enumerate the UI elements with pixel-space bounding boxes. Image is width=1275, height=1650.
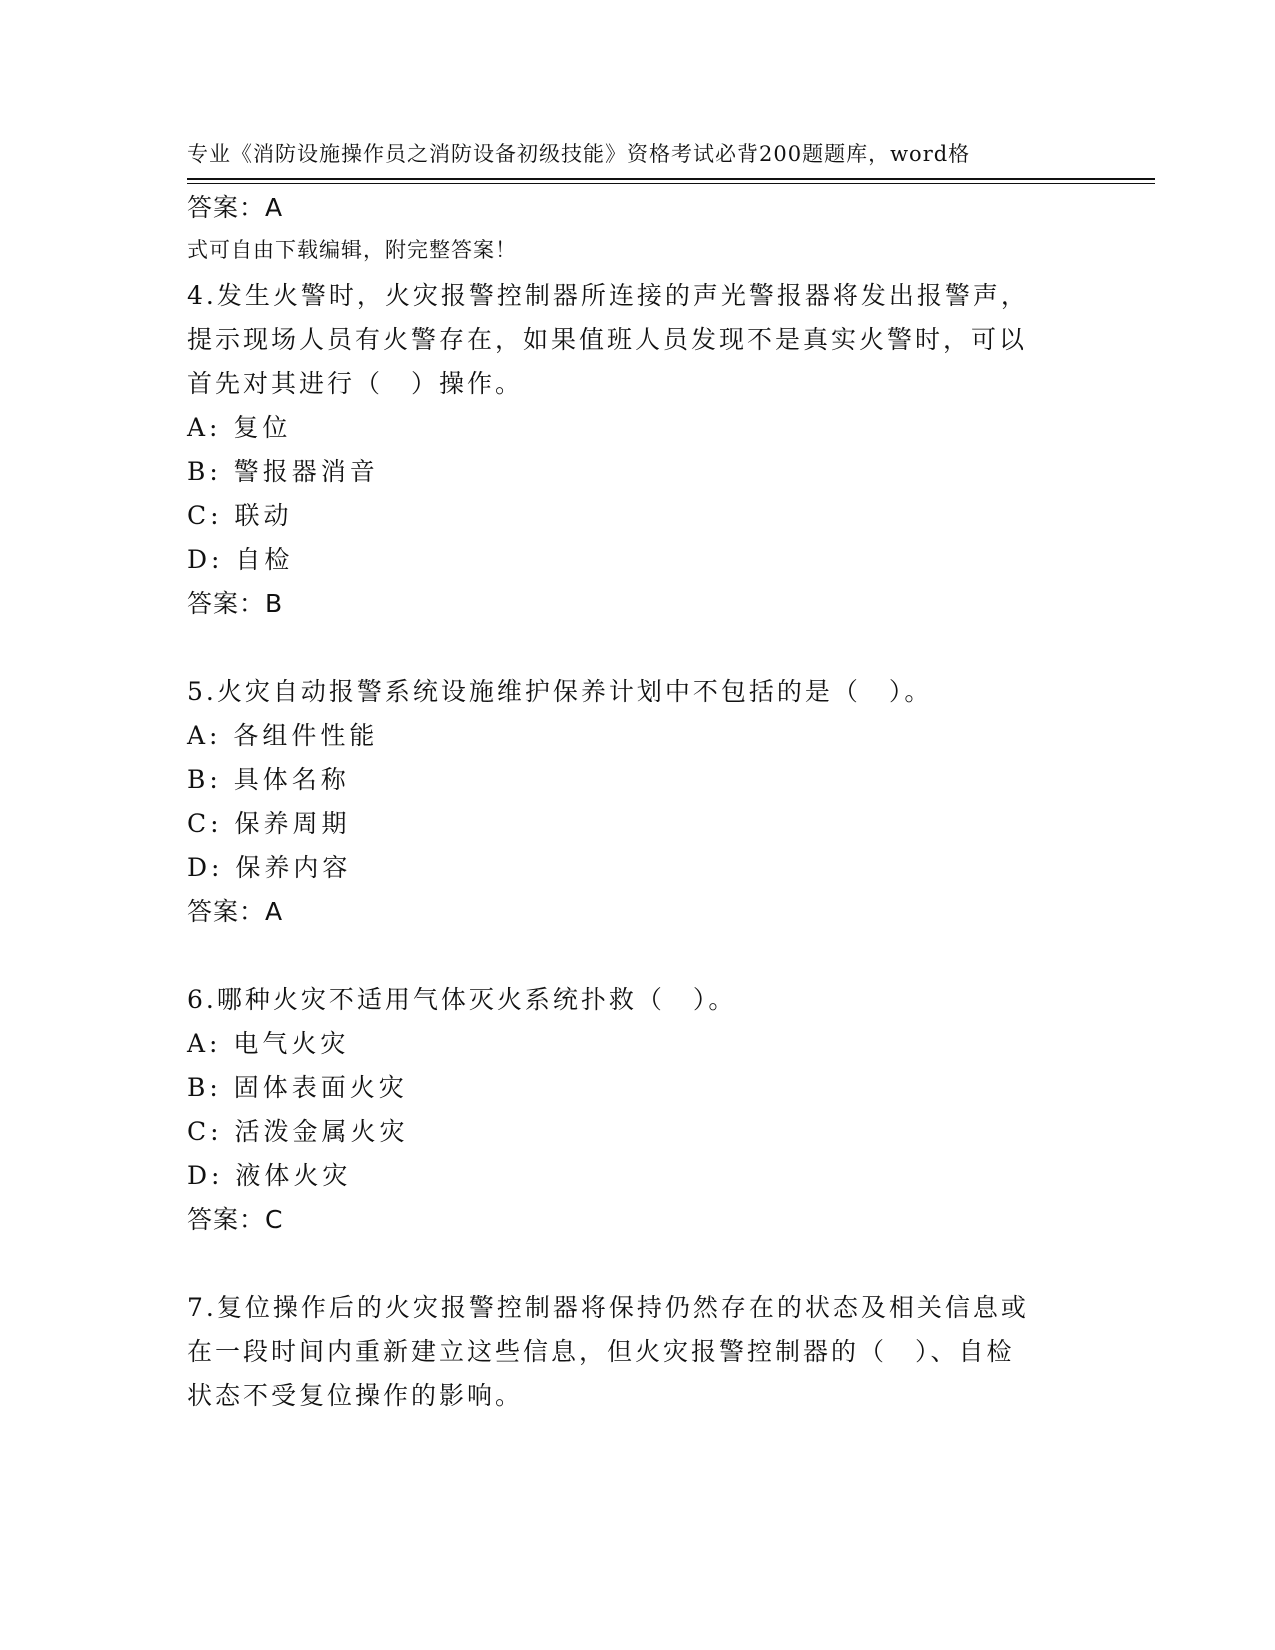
q7-text-line-2: 在一段时间内重新建立这些信息，但火灾报警控制器的（ ）、自检	[187, 1337, 1015, 1366]
q5-option-c: C: 保养周期	[187, 809, 351, 838]
q4-option-d: D: 自检	[187, 545, 294, 574]
q7-text-line-1: 7.复位操作后的火灾报警控制器将保持仍然存在的状态及相关信息或	[187, 1293, 1029, 1322]
q6-text-line-1: 6.哪种火灾不适用气体灭火系统扑救（ ）。	[187, 985, 737, 1014]
header-line-1: 专业《消防设施操作员之消防设备初级技能》资格考试必背200题题库，word格	[187, 142, 971, 166]
q4-option-c: C: 联动	[187, 501, 293, 530]
q4-option-a: A: 复位	[187, 413, 292, 442]
q4-option-b: B: 警报器消音	[187, 457, 379, 486]
q6-option-b: B: 固体表面火灾	[187, 1073, 408, 1102]
q5-option-a: A: 各组件性能	[187, 721, 379, 750]
q4-text-line-3: 首先对其进行（ ）操作。	[187, 369, 524, 398]
answer-q4: 答案：B	[187, 589, 284, 618]
document-header	[187, 74, 1067, 298]
q6-option-d: D: 液体火灾	[187, 1161, 352, 1190]
q6-option-a: A: 电气火灾	[187, 1029, 350, 1058]
q5-option-b: B: 具体名称	[187, 765, 350, 794]
answer-q6: 答案：C	[187, 1205, 284, 1234]
q5-text-line-1: 5.火灾自动报警系统设施维护保养计划中不包括的是（ ）。	[187, 677, 933, 706]
q5-option-d: D: 保养内容	[187, 853, 352, 882]
q7-text-line-3: 状态不受复位操作的影响。	[187, 1381, 524, 1410]
header-divider-thick	[187, 178, 1155, 180]
header-divider-thin	[187, 183, 1155, 184]
q4-text-line-1: 4.发生火警时，火灾报警控制器所连接的声光警报器将发出报警声，	[187, 281, 1029, 310]
header-line-2: 式可自由下载编辑，附完整答案！	[187, 238, 517, 262]
q4-text-line-2: 提示现场人员有火警存在，如果值班人员发现不是真实火警时，可以	[187, 325, 1028, 354]
answer-q3: 答案：A	[187, 193, 284, 222]
q6-option-c: C: 活泼金属火灾	[187, 1117, 409, 1146]
answer-q5: 答案：A	[187, 897, 284, 926]
